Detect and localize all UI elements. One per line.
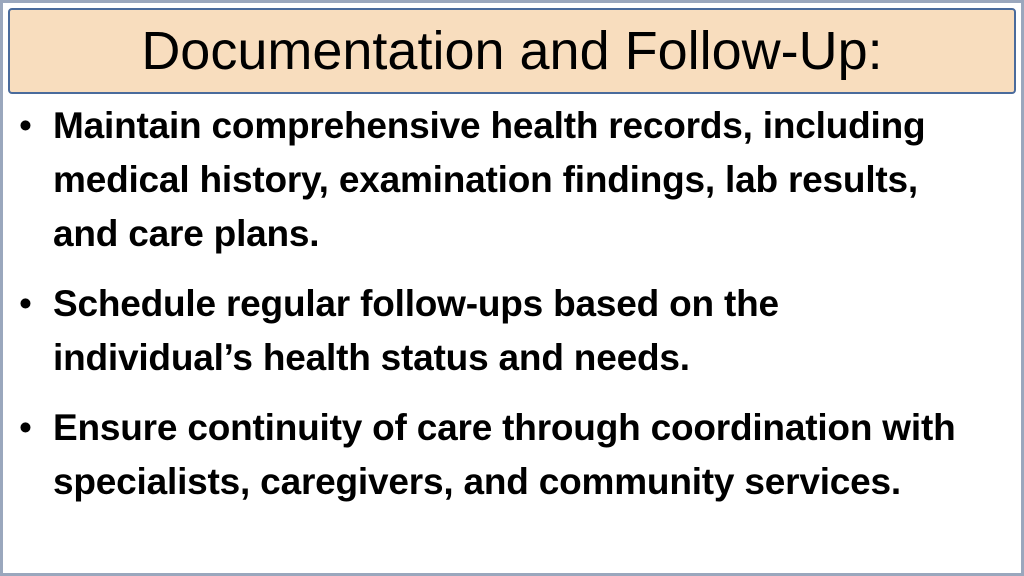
bullet-point-icon: •	[19, 283, 32, 324]
bullet-text: Schedule regular follow-ups based on the individual’s health status and needs.	[53, 283, 779, 378]
bullet-point-icon: •	[19, 105, 32, 146]
page-title: Documentation and Follow-Up:	[141, 20, 883, 81]
slide-title-box	[8, 8, 1016, 94]
bullet-text: Ensure continuity of care through coordination with specialists, caregivers, and community services.	[53, 407, 956, 502]
list-item	[11, 99, 1011, 261]
bullet-text: Maintain comprehensive health records, including medical history, examination findings, lab results, and care plans.	[53, 105, 926, 254]
bullet-list	[11, 99, 1011, 569]
bullet-point-icon: •	[19, 407, 32, 448]
list-item	[11, 277, 1011, 385]
list-item	[11, 401, 1011, 509]
